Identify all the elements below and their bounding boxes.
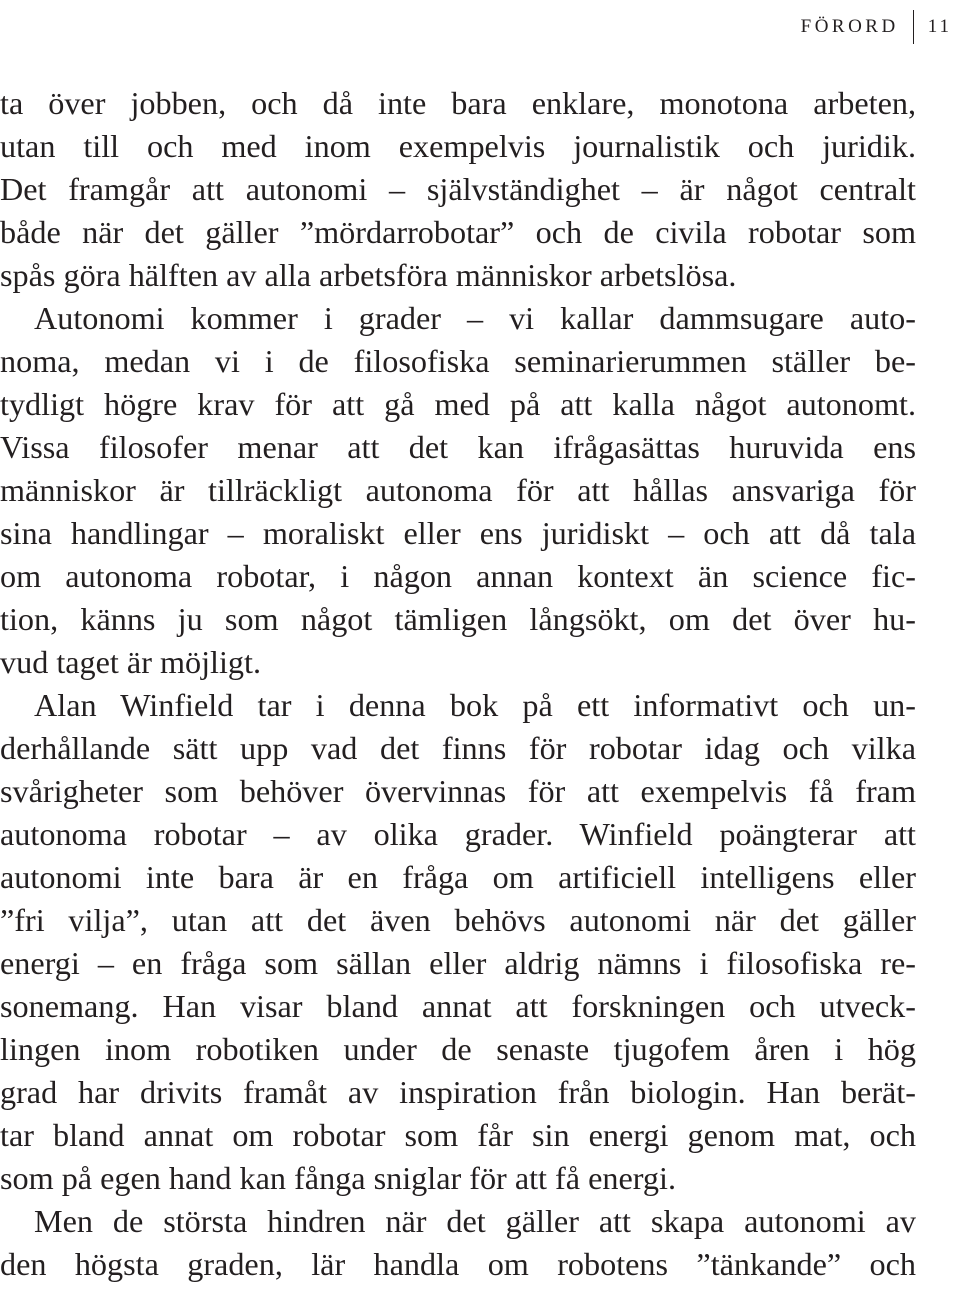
text-line: Alan Winfield tar i denna bok på ett informativt och un-	[34, 687, 916, 723]
text-line: derhållande sätt upp vad det finns för robotar idag och vilka	[0, 730, 916, 766]
text-line: den högsta graden, lär handla om robotens ”tänkande” och	[0, 1246, 916, 1282]
text-line: vud taget är möjligt.	[0, 644, 262, 680]
text-line: Det framgår att autonomi – självständighet – är något centralt	[0, 171, 916, 207]
text-line: människor är tillräckligt autonoma för att hållas ansvariga för	[0, 472, 916, 508]
running-head	[801, 10, 952, 44]
body-text	[0, 82, 916, 1286]
text-line: tar bland annat om robotar som får sin energi genom mat, och	[0, 1117, 916, 1153]
text-line: grad har drivits framåt av inspiration från biologin. Han berät-	[0, 1074, 916, 1110]
text-line: ta över jobben, och då inte bara enklare, monotona arbeten,	[0, 85, 916, 121]
text-line: tydligt högre krav för att gå med på att kalla något autonomt.	[0, 386, 916, 422]
text-line: spås göra hälften av alla arbetsföra människor arbetslösa.	[0, 257, 737, 293]
text-line: Men de största hindren när det gäller att skapa autonomi av	[34, 1203, 916, 1239]
text-line: lingen inom robotiken under de senaste tjugofem åren i hög	[0, 1031, 916, 1067]
text-line: svårigheter som behöver övervinnas för att exempelvis få fram	[0, 773, 916, 809]
text-line: ”fri vilja”, utan att det även behövs autonomi när det gäller	[0, 902, 916, 938]
text-line: autonoma robotar – av olika grader. Winfield poängterar att	[0, 816, 916, 852]
running-head-title: FÖRORD	[800, 16, 899, 37]
text-line: både när det gäller ”mördarrobotar” och de civila robotar som	[0, 214, 916, 250]
text-line: om autonoma robotar, i någon annan kontext än science fic-	[0, 558, 916, 594]
text-line: utan till och med inom exempelvis journalistik och juridik.	[0, 128, 916, 164]
text-line: autonomi inte bara är en fråga om artificiell intelligens eller	[0, 859, 916, 895]
text-line: energi – en fråga som sällan eller aldrig nämns i filosofiska re-	[0, 945, 916, 981]
text-line: som på egen hand kan fånga sniglar för att få energi.	[0, 1160, 676, 1196]
text-line: Autonomi kommer i grader – vi kallar dammsugare auto-	[34, 300, 916, 336]
text-line: tion, känns ju som något tämligen långsökt, om det över hu-	[0, 601, 916, 637]
text-line: noma, medan vi i de filosofiska seminarierummen ställer be-	[0, 343, 916, 379]
page-number: 11	[927, 16, 952, 37]
text-line: sonemang. Han visar bland annat att forskningen och utveck-	[0, 988, 916, 1024]
text-line: Vissa filosofer menar att det kan ifrågasättas huruvida ens	[0, 429, 916, 465]
text-line: sina handlingar – moraliskt eller ens juridiskt – och att då tala	[0, 515, 916, 551]
